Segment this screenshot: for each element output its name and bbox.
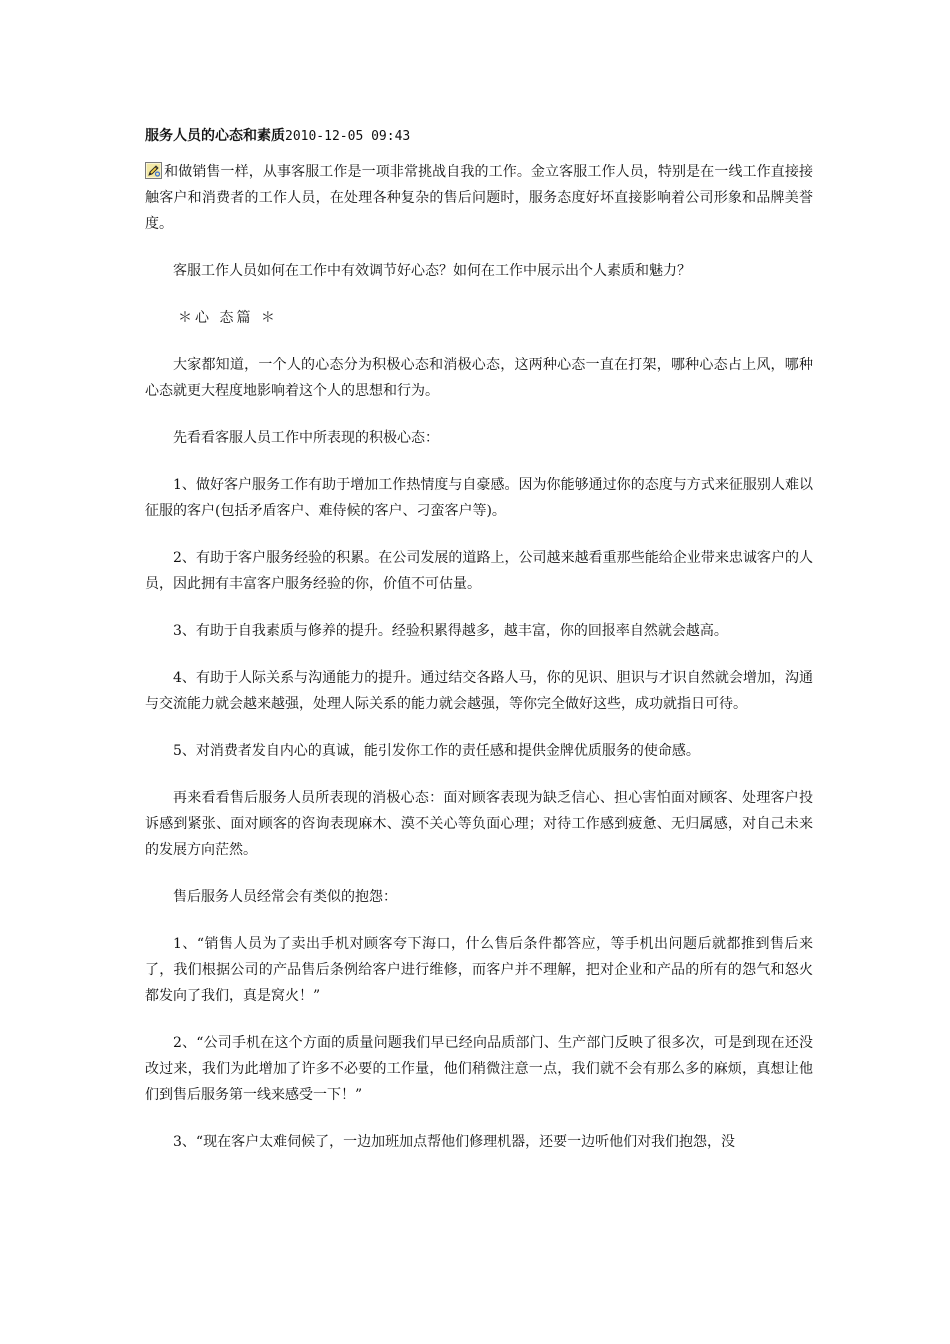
positive-item: 2、有助于客户服务经验的积累。在公司发展的道路上，公司越来越看重那些能给企业带来忠诚客户的人员，因此拥有丰富客户服务经验的你，价值不可估量。 — [145, 550, 813, 592]
positive-lead-paragraph: 先看看客服人员工作中所表现的积极心态： — [173, 430, 439, 446]
question-paragraph: 客服工作人员如何在工作中有效调节好心态？如何在工作中展示出个人素质和魅力？ — [173, 263, 691, 279]
complaint-lead-paragraph: 售后服务人员经常会有类似的抱怨： — [173, 889, 397, 905]
positive-item: 3、有助于自我素质与修养的提升。经验积累得越多，越丰富，你的回报率自然就会越高。 — [173, 623, 728, 639]
edit-icon — [145, 162, 162, 179]
complaint-item: 2、“公司手机在这个方面的质量问题我们早已经向品质部门、生产部门反映了很多次，可是到现在还没改过来，我们为此增加了许多不必要的工作量，他们稍微注意一点，我们就不会有那么多的麻烦，真想让他们到售后服务第一线来感受一下！” — [145, 1035, 813, 1103]
article-header — [145, 124, 813, 149]
intro-text: 和做销售一样，从事客服工作是一项非常挑战自我的工作。金立客服工作人员，特别是在一线工作直接接触客户和消费者的工作人员，在处理各种复杂的售后问题时，服务态度好坏直接影响着公司形象和品牌美誉度。 — [145, 164, 813, 232]
positive-item: 4、有助于人际关系与沟通能力的提升。通过结交各路人马，你的见识、胆识与才识自然就会增加，沟通与交流能力就会越来越强，处理人际关系的能力就会越强，等你完全做好这些，成功就指日可待。 — [145, 670, 813, 712]
post-timestamp: 2010-12-05 09:43 — [285, 129, 411, 144]
positive-item: 5、对消费者发自内心的真诚，能引发你工作的责任感和提供金牌优质服务的使命感。 — [173, 743, 700, 759]
complaint-item: 3、“现在客户太难伺候了，一边加班加点帮他们修理机器，还要一边听他们对我们抱怨，没 — [173, 1134, 736, 1150]
positive-item: 1、做好客户服务工作有助于增加工作热情度与自豪感。因为你能够通过你的态度与方式来征服别人难以征服的客户(包括矛盾客户、难侍候的客户、刁蛮客户等)。 — [145, 477, 813, 519]
intro-paragraph — [145, 159, 813, 237]
article — [145, 124, 813, 1176]
article-title: 服务人员的心态和素质 — [145, 128, 285, 144]
mindset-intro-paragraph: 大家都知道，一个人的心态分为积极心态和消极心态，这两种心态一直在打架，哪种心态占上风，哪种心态就更大程度地影响着这个人的思想和行为。 — [145, 357, 813, 399]
negative-intro-paragraph: 再来看看售后服务人员所表现的消极心态：面对顾客表现为缺乏信心、担心害怕面对顾客、处理客户投诉感到紧张、面对顾客的咨询表现麻木、漠不关心等负面心理；对待工作感到疲惫、无归属感，对自己未来的发展方向茫然。 — [145, 790, 813, 858]
section-heading: ＊心 态篇 ＊ — [178, 310, 278, 326]
complaint-item: 1、“销售人员为了卖出手机对顾客夸下海口，什么售后条件都答应，等手机出问题后就都推到售后来了，我们根据公司的产品售后条例给客户进行维修，而客户并不理解，把对企业和产品的所有的怨气和怒火都发向了我们，真是窝火！” — [145, 936, 813, 1004]
